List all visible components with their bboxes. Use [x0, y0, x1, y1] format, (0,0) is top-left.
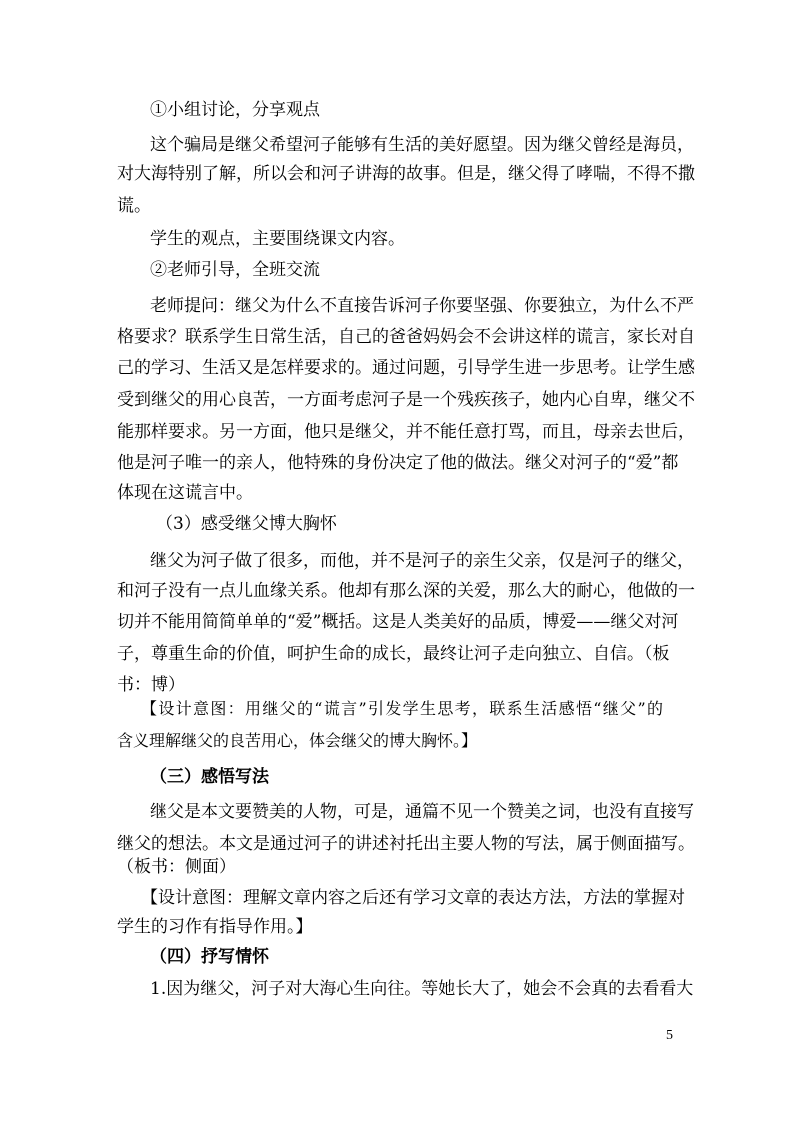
- paragraph-line: 这个骗局是继父希望河子能够有生活的美好愿望。因为继父曾经是海员，: [150, 135, 694, 155]
- paragraph-line: 受到继父的用心良苦，一方面考虑河子是一个残疾孩子，她内心自卑，继父不: [117, 390, 695, 410]
- paragraph-line: 和河子没有一点儿血缘关系。他却有那么深的关爱，那么大的耐心，他做的一: [117, 581, 695, 601]
- paragraph-line: 体现在这谎言中。: [117, 483, 253, 503]
- paragraph-line: 继父的想法。本文是通过河子的讲述衬托出主要人物的写法，属于侧面描写。: [117, 834, 695, 854]
- paragraph-line: 书：博）: [117, 675, 185, 695]
- paragraph-line: 切并不能用简简单单的“爱”概括。这是人类美好的品质，博爱——继父对河: [117, 612, 679, 632]
- paragraph-line: 1.因为继父，河子对大海心生向往。等她长大了，她会不会真的去看看大: [150, 979, 694, 999]
- paragraph-line: 老师提问：继父为什么不直接告诉河子你要坚强、你要独立，为什么不严: [150, 296, 694, 316]
- paragraph-line: 继父为河子做了很多，而他，并不是河子的亲生父亲，仅是河子的继父，: [150, 551, 694, 571]
- section-heading-3: （3）感受继父博大胸怀: [156, 514, 337, 534]
- paragraph-line: 谎。: [117, 196, 151, 216]
- paragraph-line: 格要求？联系学生日常生活，自己的爸爸妈妈会不会讲这样的谎言，家长对自: [117, 327, 695, 347]
- design-intent-note: 含义理解继父的良苦用心，体会继父的博大胸怀。】: [117, 731, 478, 750]
- design-intent-note: 【设计意图：理解文章内容之后还有学习文章的表达方法，方法的掌握对: [141, 888, 685, 908]
- section-heading-3-writing: （三）感悟写法: [150, 767, 269, 787]
- list-item-teacher-guidance: ②老师引导，全班交流: [150, 260, 320, 280]
- paragraph-line: 子，尊重生命的价值，呵护生命的成长，最终让河子走向独立、自信。（板: [117, 644, 670, 664]
- design-intent-note: 【设计意图：用继父的“谎言”引发学生思考，联系生活感悟“继父”的: [141, 699, 663, 718]
- paragraph-line: （板书：侧面）: [117, 857, 236, 877]
- paragraph-line: 学生的观点，主要围绕课文内容。: [150, 229, 405, 249]
- design-intent-note: 学生的习作有指导作用。】: [117, 917, 313, 937]
- paragraph-line: 他是河子唯一的亲人，他特殊的身份决定了他的做法。继父对河子的“爱”都: [117, 453, 679, 473]
- list-item-group-discussion: ①小组讨论，分享观点: [150, 100, 320, 120]
- paragraph-line: 继父是本文要赞美的人物，可是，通篇不见一个赞美之词，也没有直接写: [150, 802, 694, 822]
- paragraph-line: 己的学习、生活又是怎样要求的。通过问题，引导学生进一步思考。让学生感: [117, 358, 695, 378]
- paragraph-line: 能那样要求。另一方面，他只是继父，并不能任意打骂，而且，母亲去世后，: [117, 422, 695, 442]
- paragraph-line: 对大海特别了解，所以会和河子讲海的故事。但是，继父得了哮喘，不得不撒: [117, 164, 695, 184]
- page-number: 5: [666, 1028, 673, 1043]
- section-heading-4-feelings: （四）抒写情怀: [150, 947, 269, 967]
